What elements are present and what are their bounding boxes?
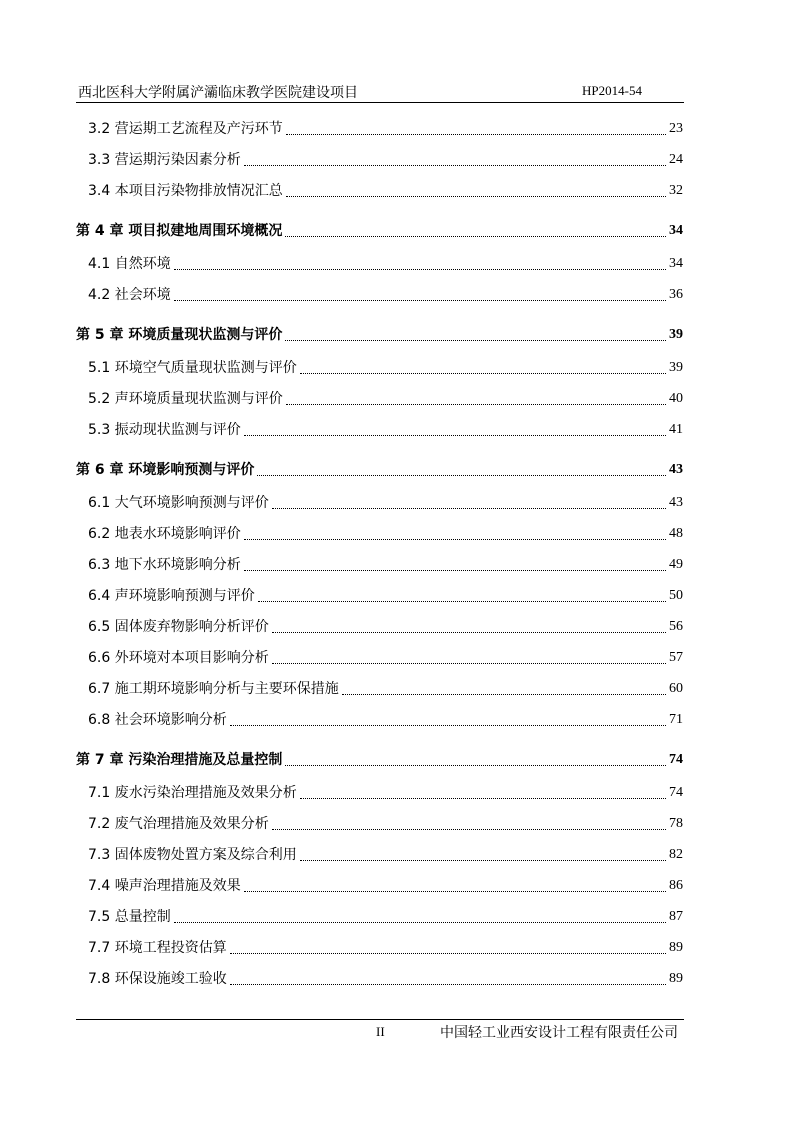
toc-section-entry[interactable] (76, 772, 683, 803)
toc-entry-page-number: 36 (669, 287, 683, 302)
toc-dot-leader (272, 507, 666, 509)
toc-entry-page-number: 24 (669, 152, 683, 167)
toc-dot-leader (286, 403, 666, 405)
toc-dot-leader (230, 724, 666, 726)
toc-section-entry[interactable] (76, 668, 683, 699)
toc-dot-leader (285, 235, 666, 237)
toc-entry-page-number: 57 (669, 650, 683, 665)
toc-dot-leader (244, 890, 666, 892)
toc-section-entry[interactable] (76, 834, 683, 865)
toc-section-entry[interactable] (76, 409, 683, 440)
toc-entry-page-number: 40 (669, 391, 683, 406)
toc-entry-page-number: 39 (669, 327, 683, 342)
toc-entry-label: 7.7 环境工程投资估算 (88, 940, 227, 956)
page-header (76, 80, 684, 103)
toc-section-entry[interactable] (76, 575, 683, 606)
toc-entry-page-number: 34 (669, 223, 683, 238)
toc-dot-leader (285, 339, 666, 341)
toc-dot-leader (244, 538, 666, 540)
toc-entry-label: 7.3 固体废物处置方案及综合利用 (88, 847, 297, 863)
toc-chapter-entry[interactable] (76, 730, 683, 772)
toc-entry-page-number: 78 (669, 816, 683, 831)
toc-entry-label: 3.4 本项目污染物排放情况汇总 (88, 183, 283, 199)
toc-entry-page-number: 74 (669, 752, 683, 767)
toc-entry-label: 5.1 环境空气质量现状监测与评价 (88, 360, 297, 376)
toc-entry-label: 7.4 噪声治理措施及效果 (88, 878, 241, 894)
toc-section-entry[interactable] (76, 544, 683, 575)
toc-section-entry[interactable] (76, 243, 683, 274)
toc-entry-label: 第 5 章 环境质量现状监测与评价 (76, 327, 283, 343)
toc-dot-leader (342, 693, 666, 695)
toc-dot-leader (300, 372, 666, 374)
toc-section-entry[interactable] (76, 170, 683, 201)
toc-dot-leader (300, 797, 666, 799)
toc-section-entry[interactable] (76, 347, 683, 378)
toc-entry-page-number: 43 (669, 462, 683, 477)
toc-dot-leader (230, 983, 666, 985)
toc-dot-leader (244, 434, 666, 436)
toc-section-entry[interactable] (76, 637, 683, 668)
toc-dot-leader (286, 133, 666, 135)
toc-entry-page-number: 60 (669, 681, 683, 696)
toc-section-entry[interactable] (76, 378, 683, 409)
toc-entry-label: 5.3 振动现状监测与评价 (88, 422, 241, 438)
toc-dot-leader (230, 952, 666, 954)
header-title: 西北医科大学附属浐灞临床教学医院建设项目 (78, 85, 358, 101)
toc-section-entry[interactable] (76, 699, 683, 730)
toc-entry-label: 7.5 总量控制 (88, 909, 171, 925)
toc-entry-label: 6.7 施工期环境影响分析与主要环保措施 (88, 681, 339, 697)
toc-chapter-entry[interactable] (76, 440, 683, 482)
toc-entry-page-number: 89 (669, 940, 683, 955)
toc-section-entry[interactable] (76, 139, 683, 170)
toc-entry-label: 6.1 大气环境影响预测与评价 (88, 495, 269, 511)
toc-entry-label: 3.2 营运期工艺流程及产污环节 (88, 121, 283, 137)
toc-entry-page-number: 34 (669, 256, 683, 271)
toc-entry-page-number: 50 (669, 588, 683, 603)
toc-section-entry[interactable] (76, 482, 683, 513)
toc-section-entry[interactable] (76, 606, 683, 637)
footer-company-name: 中国轻工业西安设计工程有限责任公司 (440, 1025, 678, 1041)
toc-entry-label: 7.2 废气治理措施及效果分析 (88, 816, 269, 832)
header-document-code: HP2014-54 (582, 83, 642, 98)
toc-entry-page-number: 23 (669, 121, 683, 136)
toc-entry-page-number: 74 (669, 785, 683, 800)
toc-entry-label: 6.6 外环境对本项目影响分析 (88, 650, 269, 666)
toc-entry-page-number: 43 (669, 495, 683, 510)
toc-section-entry[interactable] (76, 865, 683, 896)
toc-dot-leader (272, 828, 666, 830)
toc-entry-page-number: 86 (669, 878, 683, 893)
toc-section-entry[interactable] (76, 896, 683, 927)
toc-section-entry[interactable] (76, 108, 683, 139)
toc-entry-page-number: 82 (669, 847, 683, 862)
toc-entry-page-number: 41 (669, 422, 683, 437)
toc-dot-leader (174, 299, 666, 301)
toc-entry-label: 4.1 自然环境 (88, 256, 171, 272)
toc-entry-label: 6.4 声环境影响预测与评价 (88, 588, 255, 604)
toc-entry-label: 6.5 固体废弃物影响分析评价 (88, 619, 269, 635)
toc-dot-leader (244, 569, 666, 571)
toc-section-entry[interactable] (76, 927, 683, 958)
toc-dot-leader (300, 859, 666, 861)
toc-dot-leader (174, 921, 666, 923)
toc-dot-leader (258, 600, 666, 602)
toc-entry-page-number: 56 (669, 619, 683, 634)
toc-entry-label: 3.3 营运期污染因素分析 (88, 152, 241, 168)
toc-entry-label: 7.8 环保设施竣工验收 (88, 971, 227, 987)
toc-chapter-entry[interactable] (76, 305, 683, 347)
toc-entry-page-number: 89 (669, 971, 683, 986)
toc-entry-page-number: 48 (669, 526, 683, 541)
footer-rule (76, 1019, 684, 1020)
toc-entry-label: 7.1 废水污染治理措施及效果分析 (88, 785, 297, 801)
toc-section-entry[interactable] (76, 803, 683, 834)
toc-entry-label: 5.2 声环境质量现状监测与评价 (88, 391, 283, 407)
toc-entry-page-number: 32 (669, 183, 683, 198)
toc-dot-leader (285, 764, 666, 766)
toc-dot-leader (174, 268, 666, 270)
toc-dot-leader (286, 195, 666, 197)
toc-chapter-entry[interactable] (76, 201, 683, 243)
toc-dot-leader (272, 662, 666, 664)
footer-page-number: II (376, 1024, 385, 1039)
toc-section-entry[interactable] (76, 513, 683, 544)
toc-entry-label: 第 7 章 污染治理措施及总量控制 (76, 752, 283, 768)
toc-entry-label: 第 4 章 项目拟建地周围环境概况 (76, 223, 283, 239)
toc-entry-label: 6.3 地下水环境影响分析 (88, 557, 241, 573)
toc-entry-page-number: 71 (669, 712, 683, 727)
toc-dot-leader (272, 631, 666, 633)
toc-entry-label: 4.2 社会环境 (88, 287, 171, 303)
toc-section-entry[interactable] (76, 274, 683, 305)
toc-entry-label: 6.8 社会环境影响分析 (88, 712, 227, 728)
table-of-contents (76, 108, 683, 989)
toc-section-entry[interactable] (76, 958, 683, 989)
toc-dot-leader (257, 474, 666, 476)
toc-entry-page-number: 49 (669, 557, 683, 572)
toc-entry-label: 第 6 章 环境影响预测与评价 (76, 462, 255, 478)
toc-entry-page-number: 87 (669, 909, 683, 924)
toc-entry-page-number: 39 (669, 360, 683, 375)
toc-dot-leader (244, 164, 666, 166)
toc-entry-label: 6.2 地表水环境影响评价 (88, 526, 241, 542)
